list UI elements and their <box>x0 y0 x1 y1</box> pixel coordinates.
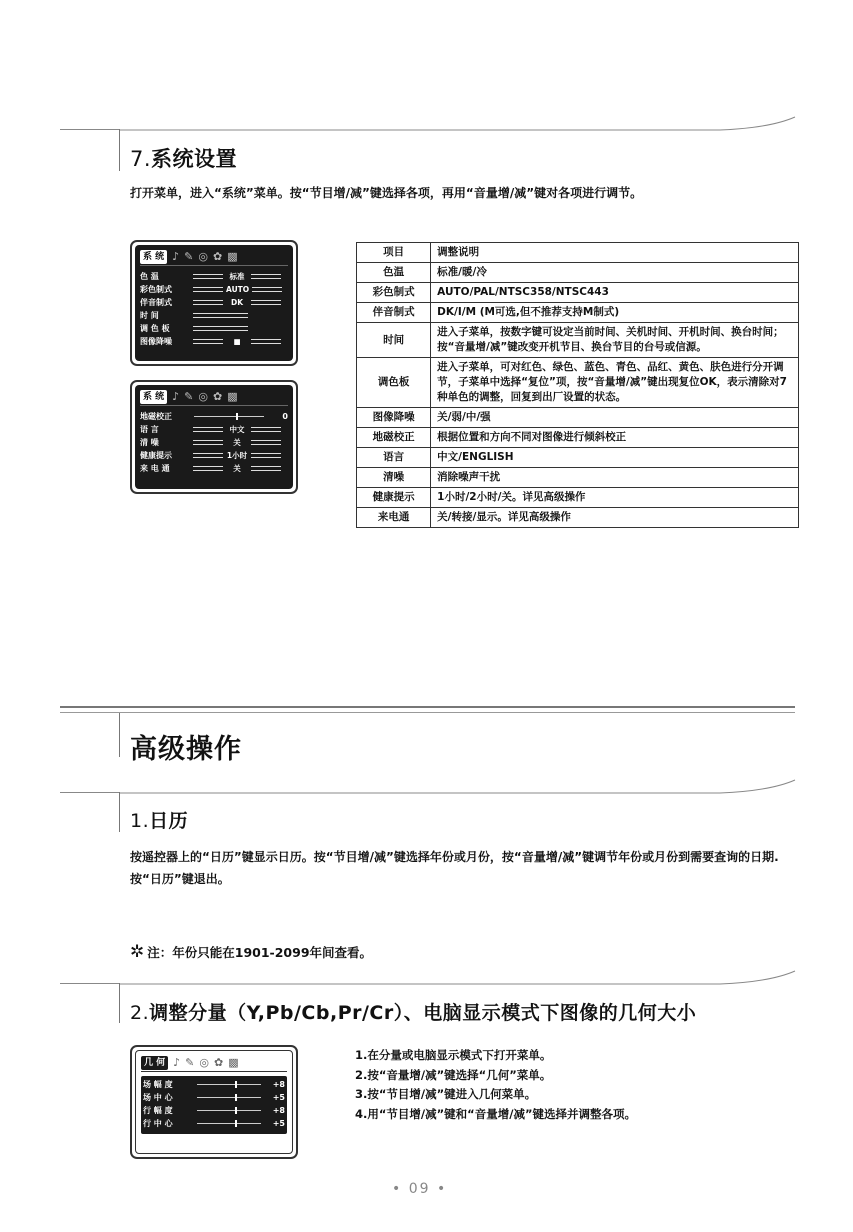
table-row: 时间 进入子菜单，按数字键可设定当前时间、关机时间、开机时间、换台时间；按“音量增/减”键改变开机节目、换台节目的台号或信源。 <box>357 323 799 358</box>
edit-icon: ✎ <box>185 1055 195 1069</box>
section2-vbar <box>119 983 120 1023</box>
osd1-row: 时 间 <box>140 309 288 322</box>
section7-rule-curve <box>120 113 800 133</box>
page-number: • 09 • <box>392 1181 448 1197</box>
tip-icon: ✲ <box>130 942 145 962</box>
section7-intro: 打开菜单，进入“系统”菜单。按“节目增/减”键选择各项，再用“音量增/减”键对各项进行调节。 <box>130 186 643 200</box>
section1-vbar <box>119 792 120 832</box>
osd-geometry-menu <box>130 1045 298 1159</box>
music-icon: ♪ <box>172 389 180 403</box>
gear-icon: ✿ <box>213 389 223 403</box>
edit-icon: ✎ <box>184 389 194 403</box>
osd2-row: 地磁校正 0 <box>140 412 288 421</box>
target-icon: ◎ <box>198 389 208 403</box>
osd2-row: 清 噪 关 <box>140 436 288 449</box>
osd3-row: 场 幅 度 +8 <box>143 1080 285 1089</box>
osd1-row: 调 色 板 <box>140 322 288 335</box>
osd2-row: 来 电 通 关 <box>140 462 288 475</box>
table-row: 语言 中文/ENGLISH <box>357 448 799 468</box>
table-row: 健康提示 1小时/2小时/关。详见高级操作 <box>357 488 799 508</box>
section2-steps <box>355 1046 795 1124</box>
osd2-row: 语 言 中文 <box>140 423 288 436</box>
section7-title: 7.系统设置 <box>130 147 238 171</box>
osd1-tab: 系 统 <box>140 250 167 264</box>
advanced-rule-2 <box>60 712 795 713</box>
section2-rule-left <box>60 983 120 984</box>
section1-note: ✲ 注：年份只能在1901-2099年间查看。 <box>130 942 373 962</box>
osd3-tab: 几 何 <box>141 1056 168 1070</box>
table-row: 图像降噪 关/弱/中/强 <box>357 408 799 428</box>
osd1-row: 色 温 标准 <box>140 270 288 283</box>
section1-body: 按遥控器上的“日历”键显示日历。按“节目增/减”键选择年份或月份，按“音量增/减”键调节年份或月份到需要查询的日期.按“日历”键退出。 <box>130 850 779 886</box>
section7-rule-left <box>60 129 120 130</box>
section1-rule-left <box>60 792 120 793</box>
osd1-row: 伴音制式 DK <box>140 296 288 309</box>
step-item: 3.按“节目增/减”键进入几何菜单。 <box>355 1087 537 1101</box>
target-icon: ◎ <box>198 249 208 263</box>
advanced-rule-1 <box>60 706 795 708</box>
osd-system-menu-2 <box>130 380 298 494</box>
section1-rule-curve <box>120 776 800 796</box>
osd2-row: 健康提示 1小时 <box>140 449 288 462</box>
table-header-value: 调整说明 <box>431 243 799 263</box>
osd1-row: 彩色制式 AUTO <box>140 283 288 296</box>
osd-system-menu-1 <box>130 240 298 366</box>
step-item: 4.用“节目增/减”键和“音量增/减”键选择并调整各项。 <box>355 1106 637 1121</box>
grid-icon: ▩ <box>227 249 238 263</box>
target-icon: ◎ <box>199 1055 209 1069</box>
table-row: 调色板 进入子菜单，可对红色、绿色、蓝色、青色、品红、黄色、肤色进行分开调节，子菜单中选择“复位”项，按“音量增/减”键出现复位OK，表示清除对7种单色的调整，回复到出厂设置的状态。 <box>357 358 799 408</box>
table-header-row <box>357 243 799 263</box>
edit-icon: ✎ <box>184 249 194 263</box>
osd1-row: 图像降噪 ■ <box>140 335 288 348</box>
osd3-row: 场 中 心 +5 <box>143 1093 285 1102</box>
table-row: 清噪 消除噪声干扰 <box>357 468 799 488</box>
gear-icon: ✿ <box>214 1055 224 1069</box>
advanced-vbar <box>119 713 120 757</box>
table-row: 地磁校正 根据位置和方向不同对图像进行倾斜校正 <box>357 428 799 448</box>
section7-vbar <box>119 129 120 171</box>
section2-title: 2.调整分量（Y,Pb/Cb,Pr/Cr）、电脑显示模式下图像的几何大小 <box>130 1002 697 1024</box>
table-row: 伴音制式 DK/I/M (M可选,但不推荐支持M制式) <box>357 303 799 323</box>
step-item: 1.在分量或电脑显示模式下打开菜单。 <box>355 1048 552 1062</box>
section1-title: 1.日历 <box>130 810 189 832</box>
grid-icon: ▩ <box>228 1055 239 1069</box>
music-icon: ♪ <box>173 1055 181 1069</box>
gear-icon: ✿ <box>213 249 223 263</box>
section2-rule-curve <box>120 967 800 987</box>
osd3-row: 行 幅 度 +8 <box>143 1106 285 1115</box>
music-icon: ♪ <box>172 249 180 263</box>
table-row: 彩色制式 AUTO/PAL/NTSC358/NTSC443 <box>357 283 799 303</box>
osd3-row: 行 中 心 +5 <box>143 1119 285 1128</box>
table-row: 来电通 关/转接/显示。详见高级操作 <box>357 508 799 528</box>
step-item: 2.按“音量增/减”键选择“几何”菜单。 <box>355 1067 552 1082</box>
advanced-title: 高级操作 <box>130 734 242 765</box>
osd2-tab: 系 统 <box>140 390 167 404</box>
table-header-key: 项目 <box>357 243 431 263</box>
grid-icon: ▩ <box>227 389 238 403</box>
settings-table <box>356 242 799 528</box>
table-row: 色温 标准/暖/冷 <box>357 263 799 283</box>
